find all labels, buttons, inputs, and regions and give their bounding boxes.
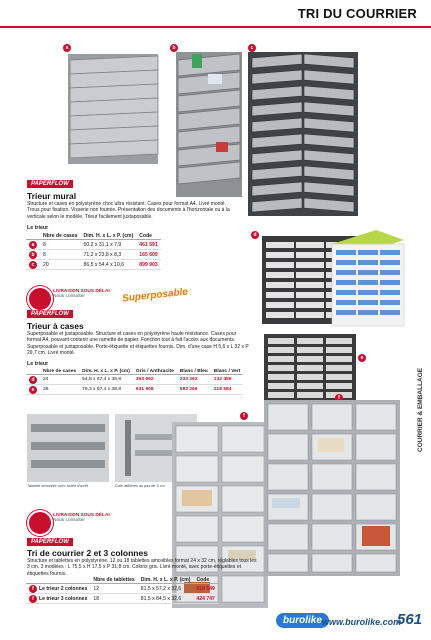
cell-code-green: 132 456 [211,375,244,385]
column-header [26,232,40,240]
cell-dimensions: 79,3 x 67,4 x 38,8 [79,385,133,395]
section-title-trieur-mural: Trieur mural [27,191,77,201]
section-description: Structure et tablettes en polystyrène. 12 ou 18 tablettes amovibles format 24 x 32 cm, réglables tous les 3 cm. 3 modèles : L 75,5 x H 17,5 x P 31,8 cm. Coloris gris. Livré monté, avec porte-étiquettes et étiquettes fournis. [27,558,257,577]
section-description: Structure et cases en polystyrène choc ultra résistant. Cases pour format A4. Livré monté. Trous pour fixation. Visserie non fournie. Présentation des documents à l'horizontale ou à la verticale selon le modèle. Trieur facilement juxtaposable. [27,201,230,220]
marker-a: a [63,44,71,52]
row-marker: f [29,585,37,593]
delivery-badge [53,513,110,523]
marker-f-right: f [335,394,343,402]
wall-sorter-c-image [246,50,362,218]
column-header: Blanc / Bleu [177,368,211,375]
cell-code: 424 747 [193,594,217,604]
cell-code: 165 609 [136,250,160,260]
marker-f-top: f [240,412,248,420]
cell-tablettes: 12 [90,584,137,594]
column-header: Dim. H. x L. x P. (cm) [138,576,194,584]
column-header: Code [136,232,160,240]
row-marker: c [29,261,37,269]
table-header-row [26,576,218,584]
column-header: Nbre de cases [40,368,79,375]
marker-c: c [248,44,256,52]
cell-dimensions: 81,5 x 84,5 x 32,6 [138,594,194,604]
column-header: Code [193,576,217,584]
cell-code: 461 591 [136,240,160,250]
cell-code: 618 549 [193,584,217,594]
column-header: Gris / Anthracite [133,368,177,375]
table-row [26,385,243,395]
table-header-row [26,232,161,240]
cell-dimensions: 54,8 x 67,4 x 38,8 [79,375,133,385]
cell-dimensions: 86,5 x 54,4 x 10,6 [81,260,137,270]
burolike-logo: burolike [276,613,329,628]
column-header: Nbre de cases [40,232,81,240]
cell-cases: 36 [40,385,79,395]
superposable-callout: Superposable [121,286,189,305]
cell-dimensions: 71,2 x 23,8 x 8,3 [81,250,137,260]
header-rule [0,26,431,28]
cell-code-blue: 593 266 [177,385,211,395]
row-marker: a [29,241,37,249]
delivery-clock-icon [27,286,53,312]
cell-cases: 8 [40,250,81,260]
cell-code-grey: 631 908 [133,385,177,395]
marker-e: e [358,354,366,362]
website-link[interactable]: www.burolike.com [322,617,402,627]
section-title-trieur-cases: Trieur à cases [27,321,84,331]
section-subtitle: Le trieur [27,225,49,231]
cell-cases: 8 [40,240,81,250]
cell-code-blue: 233 262 [177,375,211,385]
cell-cases: 24 [40,375,79,385]
brand-label: PAPERFLOW [27,538,73,546]
cell-label: Le trieur 2 colonnes [39,585,88,592]
wall-sorter-b-image [172,50,248,200]
cell-code-grey: 353 992 [133,375,177,385]
cell-code-green: 218 584 [211,385,244,395]
side-tab [415,300,431,520]
table-row [26,584,218,594]
cell-code: 899 903 [136,260,160,270]
brand-label: PAPERFLOW [27,310,73,318]
row-marker: d [29,376,37,384]
marker-d: d [251,231,259,239]
table-row [26,240,161,250]
page-number: 561 [397,611,423,628]
spec-table-trieur-mural [26,232,161,270]
spec-table-trieur-cases [26,368,243,395]
page-header [0,0,431,28]
mail-sorter-3col-image [262,398,402,578]
table-row [26,260,161,270]
section-title-tri-courrier: Tri de courrier 2 et 3 colonnes [27,548,148,558]
brand-label: PAPERFLOW [27,180,73,188]
cell-cases: 20 [40,260,81,270]
row-marker: f [29,595,37,603]
column-header: Dim. H. x L. x P. (cm) [81,232,137,240]
section-description: Superposable et juxtaposable. Structure et cases en polystyrène haute résistance. Cases pour format A4, pouvant contenir une ramette de papier. Fonction tout à fait l'accès aux documents. Superposable et juxtaposable. Porte-étiquette et étiquettes fournis. Dim. d'une case H 5,6 x L 32 x P 29,7 cm. Livré monté. [27,331,249,356]
cell-label: Le trieur 3 colonnes [39,595,88,602]
cell-dimensions: 81,5 x 57,2 x 32,6 [138,584,194,594]
column-header: Blanc / Vert [211,368,244,375]
cell-dimensions: 50,2 x 31,1 x 7,9 [81,240,137,250]
delivery-badge [53,289,110,299]
page-title: TRI DU COURRIER [297,6,417,21]
side-tab-label: COURRIER & EMBALLAGE [417,367,424,453]
cell-tablettes: 18 [90,594,137,604]
column-header: Dim. H. x L. x P. (cm) [79,368,133,375]
delivery-clock-icon [27,510,53,536]
photo-caption-right: Cale-adhères au pas de 5 cm [115,484,165,488]
column-header [26,576,90,584]
section-subtitle: Le trieur [27,361,49,367]
detail-shelf-photo [27,414,109,482]
delivery-title: LIVRAISON SOUS DÉLAI [53,289,110,294]
row-marker: b [29,251,37,259]
table-row [26,375,243,385]
delivery-title: LIVRAISON SOUS DÉLAI [53,513,110,518]
photo-caption-left: Tablette amovible avec butée d'arrêt [27,484,88,488]
marker-b: b [170,44,178,52]
row-marker: e [29,386,37,394]
table-row [26,250,161,260]
spec-table-tri-courrier [26,576,218,604]
table-row [26,594,218,604]
cabinet-colored-image [326,226,408,330]
delivery-subtitle: Nous consulter [53,294,85,299]
delivery-subtitle: Nous consulter [53,518,85,523]
column-header: Nbre de tablettes [90,576,137,584]
wall-sorter-a-image [62,50,166,168]
